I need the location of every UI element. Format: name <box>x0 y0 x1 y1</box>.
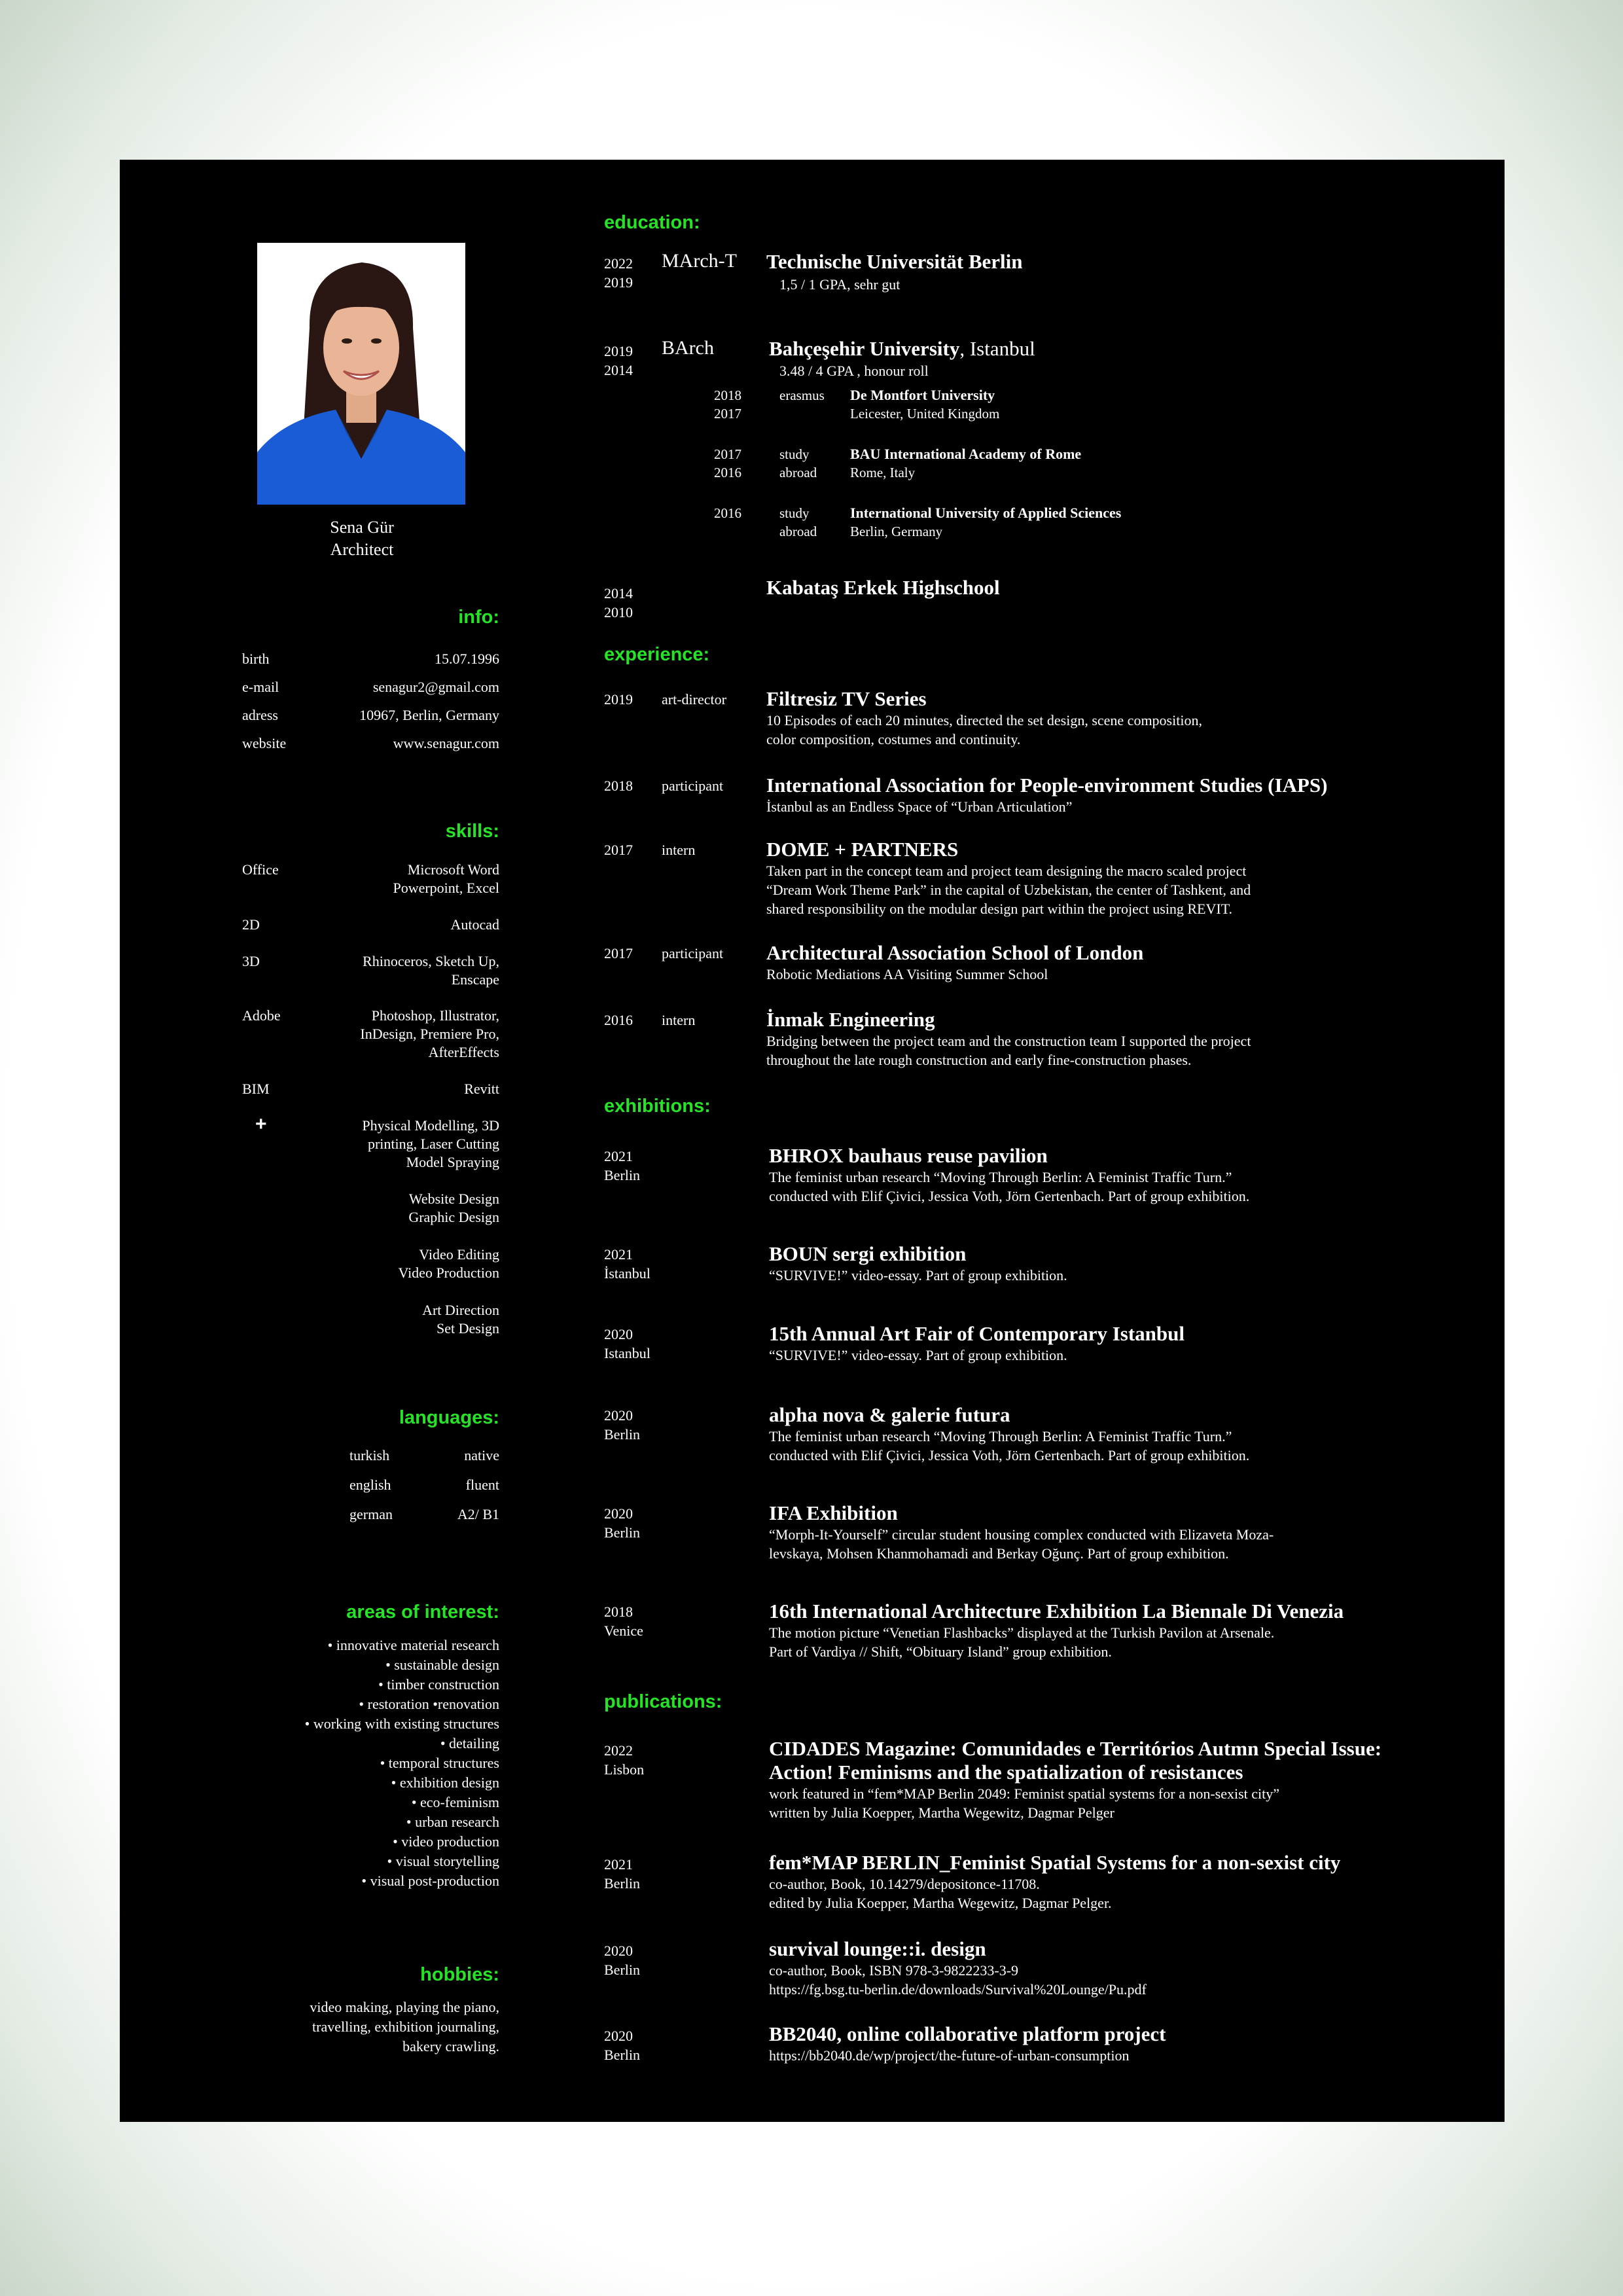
item-desc: Taken part in the concept team and project team designing the macro scaled project <box>766 863 1247 879</box>
item-desc: Part of Vardiya // Shift, “Obituary Island” group exhibition. <box>769 1643 1112 1660</box>
school-place: Berlin, Germany <box>850 524 943 539</box>
item-desc: shared responsibility on the modular design part within the project using REVIT. <box>766 901 1233 917</box>
school-name: Bahçeşehir University <box>769 337 960 360</box>
skill-category: BIM <box>242 1081 270 1097</box>
exchange-years <box>714 504 741 522</box>
item-year: 2020 <box>604 2028 633 2044</box>
item-title: fem*MAP BERLIN_Feminist Spatial Systems for a non-sexist city <box>769 1851 1341 1874</box>
list-item: • video production <box>393 1833 499 1850</box>
language-level: native <box>464 1447 499 1463</box>
item-year: 2020 <box>604 1326 633 1342</box>
language-level: A2/ B1 <box>457 1506 499 1522</box>
item-desc: co-author, Book, ISBN 978-3-9822233-3-9 <box>769 1962 1019 1979</box>
skill-item: Video Production <box>398 1265 499 1281</box>
publications-heading: publications: <box>604 1691 722 1712</box>
school-name: Technische Universität Berlin <box>766 250 1023 273</box>
school-name: Kabataş Erkek Highschool <box>766 576 1000 599</box>
item-desc: “Dream Work Theme Park” in the capital of Uzbekistan, the center of Tashkent, and <box>766 882 1251 898</box>
item-desc: edited by Julia Koepper, Martha Wegewitz, Dagmar Pelger. <box>769 1895 1112 1911</box>
skill-category: 2D <box>242 916 260 933</box>
exchange-school <box>850 504 1121 541</box>
education-heading: education: <box>604 212 700 233</box>
year-end: 2016 <box>714 505 741 521</box>
item-desc: “SURVIVE!” video-essay. Part of group exhibition. <box>769 1267 1067 1283</box>
year-start: 2019 <box>604 274 633 291</box>
skill-category: Office <box>242 861 279 878</box>
exchange-years <box>714 445 741 482</box>
item-title: İnmak Engineering <box>766 1008 935 1031</box>
skill-item: Video Editing <box>419 1246 499 1263</box>
item-year: 2022 <box>604 1742 633 1759</box>
school-place: Rome, Italy <box>850 465 916 480</box>
email-link[interactable]: senagur2@gmail.com <box>372 679 499 695</box>
item-desc: İstanbul as an Endless Space of “Urban Articulation” <box>766 798 1073 815</box>
cv-sheet <box>120 160 1505 2122</box>
item-year: 2020 <box>604 1407 633 1424</box>
skill-item: InDesign, Premiere Pro, <box>360 1026 499 1042</box>
exchange-type-line: abroad <box>779 465 817 480</box>
item-desc: co-author, Book, 10.14279/depositonce-11708. <box>769 1876 1040 1892</box>
skill-item: AfterEffects <box>428 1044 499 1060</box>
list-item: • working with existing structures <box>304 1715 499 1732</box>
item-city: Berlin <box>604 2047 640 2063</box>
item-title: BOUN sergi exhibition <box>769 1242 967 1265</box>
item-desc: work featured in “fem*MAP Berlin 2049: Feminist spatial systems for a non-sexist city” <box>769 1785 1280 1802</box>
item-title: 15th Annual Art Fair of Contemporary Istanbul <box>769 1322 1185 1345</box>
hobbies-heading: hobbies: <box>420 1964 499 1985</box>
skill-item: Physical Modelling, 3D <box>362 1117 499 1134</box>
item-desc: conducted with Elif Çivici, Jessica Voth, Jörn Gertenbach. Part of group exhibition. <box>769 1188 1250 1204</box>
item-desc: 10 Episodes of each 20 minutes, directed the set design, scene composition, <box>766 712 1202 728</box>
skill-item: Model Spraying <box>406 1154 499 1170</box>
publication-link[interactable]: https://bb2040.de/wp/project/the-future-of-urban-consumption <box>769 2047 1130 2064</box>
list-item: • timber construction <box>378 1676 499 1693</box>
skill-item: printing, Laser Cutting <box>367 1136 499 1152</box>
grade: 3.48 / 4 GPA , honour roll <box>779 363 929 379</box>
language-name: german <box>349 1506 393 1522</box>
list-item: • temporal structures <box>380 1755 499 1771</box>
item-role: intern <box>662 1012 696 1028</box>
language-name: english <box>349 1477 391 1493</box>
skill-item: Art Direction <box>422 1302 499 1318</box>
languages-heading: languages: <box>399 1407 499 1428</box>
item-year: 2020 <box>604 1943 633 1959</box>
item-role: art-director <box>662 691 726 708</box>
list-item: • detailing <box>440 1735 499 1751</box>
info-value: 15.07.1996 <box>435 651 499 667</box>
list-item: • visual post-production <box>361 1873 499 1889</box>
item-title: Architectural Association School of London <box>766 941 1144 964</box>
skill-item: Website Design <box>408 1191 499 1207</box>
plus-icon: + <box>255 1113 267 1135</box>
item-year: 2021 <box>604 1246 633 1263</box>
item-title: 16th International Architecture Exhibition La Biennale Di Venezia <box>769 1600 1344 1623</box>
item-year: 2017 <box>604 842 633 858</box>
skill-category: Adobe <box>242 1007 281 1024</box>
year-end: 2017 <box>714 446 741 462</box>
item-title: IFA Exhibition <box>769 1501 898 1524</box>
item-title: BB2040, online collaborative platform project <box>769 2022 1166 2045</box>
item-title: alpha nova & galerie futura <box>769 1403 1010 1426</box>
list-item: • restoration •renovation <box>359 1696 499 1712</box>
school-city: , Istanbul <box>959 337 1035 360</box>
profile-name: Sena Gür <box>330 518 394 537</box>
language-level: fluent <box>465 1477 499 1493</box>
exchange-school <box>850 386 999 423</box>
publication-link[interactable]: https://fg.bsg.tu-berlin.de/downloads/Survival%20Lounge/Pu.pdf <box>769 1981 1147 1998</box>
skill-item: Autocad <box>450 916 499 933</box>
exchange-type <box>779 445 817 482</box>
list-item: • innovative material research <box>327 1637 499 1653</box>
edu-years <box>604 254 633 292</box>
exchange-school <box>850 445 1081 482</box>
item-role: participant <box>662 945 724 961</box>
skill-item: Set Design <box>437 1320 499 1336</box>
item-city: Berlin <box>604 1875 640 1892</box>
item-city: Berlin <box>604 1426 640 1443</box>
item-title: BHROX bauhaus reuse pavilion <box>769 1144 1048 1167</box>
item-desc: written by Julia Koepper, Martha Wegewitz, Dagmar Pelger <box>769 1804 1115 1821</box>
language-name: turkish <box>349 1447 390 1463</box>
item-desc: Robotic Mediations AA Visiting Summer School <box>766 966 1048 982</box>
item-city: İstanbul <box>604 1265 651 1282</box>
hobbies-line: bakery crawling. <box>402 2038 499 2054</box>
school-line <box>769 337 1035 361</box>
item-desc: levskaya, Mohsen Khanmohamadi and Berkay Oğunç. Part of group exhibition. <box>769 1545 1229 1562</box>
list-item: • exhibition design <box>391 1774 499 1791</box>
item-desc: conducted with Elif Çivici, Jessica Voth, Jörn Gertenbach. Part of group exhibition. <box>769 1447 1250 1463</box>
exchange-type-line: study <box>779 446 810 462</box>
item-title: CIDADES Magazine: Comunidades e Territórios Autmn Special Issue: <box>769 1737 1382 1760</box>
hobbies-line: travelling, exhibition journaling, <box>312 2018 499 2035</box>
item-city: Venice <box>604 1623 643 1639</box>
exchange-type-line: study <box>779 505 810 521</box>
edu-years <box>604 342 633 380</box>
item-desc: “Morph-It-Yourself” circular student housing complex conducted with Elizaveta Moza- <box>769 1526 1274 1543</box>
grade: 1,5 / 1 GPA, sehr gut <box>779 276 901 293</box>
item-year: 2018 <box>604 1604 633 1620</box>
school-place: Leicester, United Kingdom <box>850 406 1000 422</box>
year-start: 2016 <box>714 465 741 480</box>
item-title: International Association for People-environment Studies (IAPS) <box>766 774 1328 797</box>
item-year: 2020 <box>604 1505 633 1522</box>
item-year: 2017 <box>604 945 633 961</box>
year-start: 2010 <box>604 604 633 620</box>
school-name: International University of Applied Sciences <box>850 505 1122 521</box>
list-item: • visual storytelling <box>387 1853 499 1869</box>
info-label: e-mail <box>242 679 279 695</box>
year-end: 2022 <box>604 255 633 272</box>
item-city: Berlin <box>604 1167 640 1183</box>
interests-heading: areas of interest: <box>346 1602 499 1623</box>
item-desc: “SURVIVE!” video-essay. Part of group exhibition. <box>769 1347 1067 1363</box>
skill-item: Microsoft Word <box>407 861 499 878</box>
year-end: 2019 <box>604 343 633 359</box>
year-start: 2014 <box>604 362 633 378</box>
exchange-type <box>779 386 825 404</box>
website-link[interactable]: www.senagur.com <box>393 735 499 751</box>
info-heading: info: <box>458 607 499 628</box>
item-desc: The motion picture “Venetian Flashbacks” displayed at the Turkish Pavilon at Arsenale. <box>769 1624 1275 1641</box>
item-year: 2018 <box>604 778 633 794</box>
main-content <box>120 160 1505 2122</box>
school-name: De Montfort University <box>850 387 995 403</box>
degree: MArch-T <box>662 250 737 272</box>
degree: BArch <box>662 337 714 359</box>
item-title: Filtresiz TV Series <box>766 687 927 710</box>
item-desc: The feminist urban research “Moving Through Berlin: A Feminist Traffic Turn.” <box>769 1428 1232 1444</box>
item-desc: color composition, costumes and continuity. <box>766 731 1021 747</box>
item-title: DOME + PARTNERS <box>766 838 959 861</box>
skill-category: 3D <box>242 953 260 969</box>
exchange-years <box>714 386 741 423</box>
skills-heading: skills: <box>445 821 499 842</box>
experience-heading: experience: <box>604 644 710 665</box>
item-year: 2021 <box>604 1148 633 1164</box>
item-role: participant <box>662 778 724 794</box>
skill-item: Graphic Design <box>408 1209 499 1225</box>
skill-item: Powerpoint, Excel <box>393 880 499 896</box>
exhibitions-heading: exhibitions: <box>604 1096 711 1117</box>
item-title: Action! Feminisms and the spatialization of resistances <box>769 1761 1243 1784</box>
item-year: 2016 <box>604 1012 633 1028</box>
year-start: 2017 <box>714 406 741 422</box>
exchange-type-line: erasmus <box>779 387 825 403</box>
info-value: 10967, Berlin, Germany <box>359 707 499 723</box>
list-item: • eco-feminism <box>411 1794 499 1810</box>
hobbies-line: video making, playing the piano, <box>310 1999 499 2015</box>
exchange-type <box>779 504 817 541</box>
info-label: website <box>242 735 287 751</box>
item-year: 2019 <box>604 691 633 708</box>
item-desc: Bridging between the project team and the construction team I supported the project <box>766 1033 1251 1049</box>
exchange-type-line: abroad <box>779 524 817 539</box>
skill-item: Rhinoceros, Sketch Up, <box>363 953 499 969</box>
item-city: Istanbul <box>604 1345 651 1361</box>
skill-item: Enscape <box>451 971 499 988</box>
item-role: intern <box>662 842 696 858</box>
item-desc: throughout the late rough construction and early fine-construction phases. <box>766 1052 1192 1068</box>
list-item: • sustainable design <box>385 1657 499 1673</box>
profile-role: Architect <box>330 540 394 559</box>
year-end: 2018 <box>714 387 741 403</box>
item-desc: The feminist urban research “Moving Through Berlin: A Feminist Traffic Turn.” <box>769 1169 1232 1185</box>
school-name: BAU International Academy of Rome <box>850 446 1082 462</box>
edu-years <box>604 584 633 622</box>
list-item: • urban research <box>406 1814 499 1830</box>
skill-item: Photoshop, Illustrator, <box>371 1007 499 1024</box>
item-year: 2021 <box>604 1856 633 1873</box>
item-city: Berlin <box>604 1962 640 1978</box>
item-title: survival lounge::i. design <box>769 1937 986 1960</box>
info-label: birth <box>242 651 270 667</box>
item-city: Lisbon <box>604 1761 645 1778</box>
skill-item: Revitt <box>464 1081 499 1097</box>
year-end: 2014 <box>604 585 633 601</box>
info-label: adress <box>242 707 278 723</box>
item-city: Berlin <box>604 1524 640 1541</box>
